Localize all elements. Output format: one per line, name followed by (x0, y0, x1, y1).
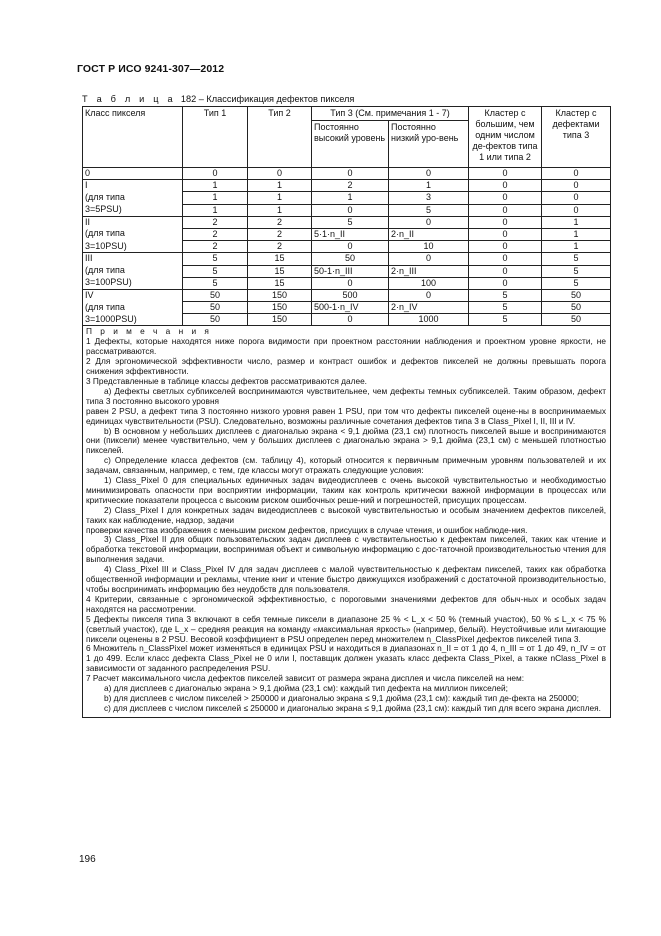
cell-type3-high: 500 (312, 289, 389, 301)
note-paragraph: 3) Class_Pixel II для общих пользовательских задач дисплеев с чувствительностью к дефектам пикселей, таких как чтение и обработка текстовой информации, воспринимая объект и символьную информацию с дос-таточной производительностью чтения для выполнения задачи. (86, 534, 607, 565)
table-row (83, 204, 611, 216)
cell-type3-low: 2·n_IV (389, 302, 469, 314)
header-pixel-class: Класс пикселя (83, 107, 183, 168)
page-number: 196 (79, 854, 96, 865)
cell-type3-low: 2·n_II (389, 228, 469, 240)
header-type3-low: Постоянно низкий уро-вень (389, 121, 469, 168)
note-paragraph: c) Определение класса дефектов (см. таблицу 4), который относится к первичным примечным уровням пользователей и их задачам, связанным, например, с тем, где классы могут отражать следующие условия: (86, 455, 607, 476)
note-paragraph: a) для дисплеев с диагональю экрана > 9,1 дюйма (23,1 см): каждый тип дефекта на миллион пикселей; (104, 683, 508, 694)
table-row (83, 302, 611, 314)
cell-cluster-type12: 0 (469, 216, 542, 228)
table-row (83, 168, 611, 180)
note-paragraph: b) В основном у небольших дисплеев с диагональю экрана < 9,1 дюйма (23,1 см) плотность пикселей выше и воспринимаются они (пиксели) менее чувствительно, чем у больших дисплеев с диагональю экрана > 9,1 дюйма (23,1 см) с меньшей плотностью пикселей. (86, 425, 607, 456)
note-paragraph: проверки качества изображения с меньшим риском дефектов, присущих в случае чтения, и ошибок наблюде-ния. (86, 524, 528, 535)
cell-cluster-type3: 0 (542, 168, 611, 180)
table-row (83, 314, 611, 326)
cell-pixel-class: (для типа (83, 265, 183, 277)
note-paragraph: равен 2 PSU, а дефект типа 3 постоянно низкого уровня равен 1 PSU, при том что дефекты пикселей оцене-ны в воспринимаемых единицах чувствительности (PSU). Следовательно, возможны различные сочетания дефектов типа 3 в Class_Pixel I, II, III и IV. (86, 405, 607, 426)
cell-type3-high: 50 (312, 253, 389, 265)
cell-type3-low: 5 (389, 204, 469, 216)
cell-pixel-class: 0 (83, 168, 183, 180)
note-paragraph: c) для дисплеев с числом пикселей ≤ 250000 и диагональю экрана ≤ 9,1 дюйма (23,1 см): каждый тип для всего экрана дисплея. (104, 702, 601, 713)
cell-type3-high: 0 (312, 204, 389, 216)
cell-type3-low: 0 (389, 289, 469, 301)
cell-cluster-type12: 0 (469, 168, 542, 180)
cell-pixel-class: II (83, 216, 183, 228)
pixel-defect-table (82, 106, 611, 718)
cell-type1: 2 (183, 216, 248, 228)
cell-type3-high: 5 (312, 216, 389, 228)
cell-cluster-type3: 50 (542, 314, 611, 326)
cell-type2: 150 (248, 314, 312, 326)
note-paragraph: a) Дефекты светлых субпикселей воспринимаются чувствительнее, чем дефекты темных субпикселей. Таким образом, дефект типа 3 постоянно высокого уровня (86, 385, 607, 406)
cell-type1: 5 (183, 265, 248, 277)
cell-type3-high: 0 (312, 168, 389, 180)
cell-type1: 0 (183, 168, 248, 180)
notes-title: П р и м е ч а н и я (86, 326, 212, 337)
cell-type3-high: 1 (312, 192, 389, 204)
cell-cluster-type3: 1 (542, 241, 611, 253)
header-cluster-type12: Кластер с большим, чем одним числом де-фектов типа 1 или типа 2 (469, 107, 542, 168)
cell-cluster-type12: 0 (469, 241, 542, 253)
cell-type2: 150 (248, 289, 312, 301)
cell-cluster-type3: 0 (542, 204, 611, 216)
cell-cluster-type12: 5 (469, 314, 542, 326)
cell-type1: 50 (183, 314, 248, 326)
note-paragraph: 1) Class_Pixel 0 для специальных единичных задач видеодисплеев с очень высокой чувствительностью и необходимостью минимизировать опасности при восприятии информации, таким как контроль критически важной информации в процессах или критические показатели процесса с высоким риском ошибочных реше-ний и погрешностей, присущих процессам. (86, 475, 607, 505)
cell-pixel-class: I (83, 180, 183, 192)
header-type3-high: Постоянно высокий уровень (312, 121, 389, 168)
note-paragraph: 2) Class_Pixel I для конкретных задач видеодисплеев с высокой чувствительностью и особым значением дефектов пикселей, таких как наблюдение, надзор, задачи (86, 504, 607, 525)
cell-cluster-type3: 5 (542, 277, 611, 289)
cell-type2: 15 (248, 265, 312, 277)
cell-type3-low: 100 (389, 277, 469, 289)
cell-pixel-class: 3=5PSU) (83, 204, 183, 216)
table-row (83, 228, 611, 240)
cell-type2: 1 (248, 204, 312, 216)
cell-pixel-class: IV (83, 289, 183, 301)
notes-cell (83, 326, 611, 717)
caption-prefix: Т а б л и ц а (82, 94, 176, 104)
cell-type3-low: 0 (389, 253, 469, 265)
cell-type1: 1 (183, 204, 248, 216)
cell-cluster-type3: 0 (542, 180, 611, 192)
cell-type1: 50 (183, 289, 248, 301)
note-paragraph: 3 Представленные в таблице классы дефектов рассматриваются далее. (86, 375, 367, 386)
cell-pixel-class: 3=1000PSU) (83, 314, 183, 326)
cell-type1: 50 (183, 302, 248, 314)
cell-type2: 150 (248, 302, 312, 314)
table-row (83, 253, 611, 265)
cell-cluster-type3: 0 (542, 192, 611, 204)
note-paragraph: 5 Дефекты пикселя типа 3 включают в себя темные пиксели в диапазоне 25 % < L_x < 50 % (темный участок), 50 % ≤ L_x < 75 % (светлый участок), где L_x – средняя реакция на команду «максимальная яркость» (например, белый). Неустойчивые или мигающие пиксели оценены в 2 PSU. Весовой коэффициент в PSU определен перед множителем n_ClassPixel дефектов пикселей типа 3. (86, 613, 607, 644)
cell-cluster-type3: 1 (542, 228, 611, 240)
cell-type2: 1 (248, 180, 312, 192)
cell-type3-low: 1000 (389, 314, 469, 326)
cell-type1: 1 (183, 180, 248, 192)
cell-type3-high: 5·1·n_II (312, 228, 389, 240)
cell-cluster-type12: 0 (469, 265, 542, 277)
cell-type1: 5 (183, 277, 248, 289)
cell-type2: 15 (248, 253, 312, 265)
cell-pixel-class: (для типа (83, 228, 183, 240)
cell-cluster-type3: 5 (542, 265, 611, 277)
cell-type2: 2 (248, 241, 312, 253)
table-row (83, 289, 611, 301)
header-type1: Тип 1 (183, 107, 248, 168)
cell-type3-high: 0 (312, 277, 389, 289)
cell-pixel-class: 3=10PSU) (83, 241, 183, 253)
cell-type3-high: 50-1·n_III (312, 265, 389, 277)
cell-cluster-type3: 50 (542, 302, 611, 314)
cell-cluster-type12: 5 (469, 302, 542, 314)
note-paragraph: 4) Class_Pixel III и Class_Pixel IV для задач дисплеев с малой чувствительностью к дефектам пикселей, таких как обработка общественной информации и рекламы, чтение книг и чтение быстро движущихся изображений с достаточной производительностью, чтобы воспринимать информацию без неудобств для пользователя. (86, 564, 607, 594)
caption-text: 182 – Классификация дефектов пикселя (180, 94, 355, 104)
table-row (83, 192, 611, 204)
cell-cluster-type12: 0 (469, 253, 542, 265)
note-paragraph: 6 Множитель n_ClassPixel может изменяться в единицах PSU и находиться в диапазонах n_II = от 1 до 4, n_III = от 1 до 49, n_IV = от 1 до 499. Если класс дефекта Class_Pixel не 0 или I, поставщик должен указать класс дефекта Class_Pixel, а также nClass_Pixel в зависимости от заданного распределения PSU. (86, 643, 607, 674)
cell-type1: 2 (183, 228, 248, 240)
cell-pixel-class: (для типа (83, 302, 183, 314)
document-header: ГОСТ Р ИСО 9241-307—2012 (77, 63, 225, 75)
header-cluster-type3: Кластер с дефектами типа 3 (542, 107, 611, 168)
note-paragraph: 2 Для эргономической эффективности число, размер и контраст ошибок и дефектов пикселей не должны превышать порога снижения эффективности. (86, 356, 607, 377)
header-type2: Тип 2 (248, 107, 312, 168)
cell-type3-high: 0 (312, 314, 389, 326)
cell-type3-low: 0 (389, 216, 469, 228)
cell-cluster-type12: 0 (469, 277, 542, 289)
cell-pixel-class: III (83, 253, 183, 265)
table-row (83, 265, 611, 277)
cell-cluster-type3: 5 (542, 253, 611, 265)
cell-cluster-type3: 1 (542, 216, 611, 228)
cell-type1: 5 (183, 253, 248, 265)
table-caption (82, 94, 354, 104)
cell-type2: 1 (248, 192, 312, 204)
cell-type1: 1 (183, 192, 248, 204)
cell-type3-low: 3 (389, 192, 469, 204)
table-row (83, 241, 611, 253)
cell-type3-low: 10 (389, 241, 469, 253)
table-row (83, 180, 611, 192)
cell-type2: 0 (248, 168, 312, 180)
note-paragraph: 7 Расчет максимального числа дефектов пикселей зависит от размера экрана дисплея и числа пикселей на нем: (86, 673, 525, 684)
note-paragraph: 4 Критерии, связанные с эргономической эффективностью, с пороговыми значениями дефектов для обыч-ных и особых задач находятся на рассмотрении. (86, 593, 607, 614)
cell-type3-high: 0 (312, 241, 389, 253)
header-type3: Тип 3 (См. примечания 1 - 7) (312, 107, 469, 121)
table-row (83, 277, 611, 289)
cell-type3-low: 2·n_III (389, 265, 469, 277)
cell-type1: 2 (183, 241, 248, 253)
note-paragraph: b) для дисплеев с числом пикселей > 250000 и диагональю экрана ≤ 9,1 дюйма (23,1 см): каждый тип де-фекта на 250000; (104, 692, 579, 703)
cell-cluster-type3: 50 (542, 289, 611, 301)
cell-cluster-type12: 0 (469, 192, 542, 204)
cell-type2: 15 (248, 277, 312, 289)
cell-type2: 2 (248, 228, 312, 240)
cell-type2: 2 (248, 216, 312, 228)
cell-cluster-type12: 0 (469, 180, 542, 192)
table-body (83, 168, 611, 326)
note-paragraph: 1 Дефекты, которые находятся ниже порога видимости при проектном расстоянии наблюдения и проектном уровне яркости, не рассматриваются. (86, 336, 607, 357)
cell-type3-low: 0 (389, 168, 469, 180)
table-row (83, 216, 611, 228)
cell-cluster-type12: 5 (469, 289, 542, 301)
cell-type3-high: 500-1·n_IV (312, 302, 389, 314)
cell-pixel-class: 3=100PSU) (83, 277, 183, 289)
cell-pixel-class: (для типа (83, 192, 183, 204)
cell-cluster-type12: 0 (469, 204, 542, 216)
cell-type3-low: 1 (389, 180, 469, 192)
cell-cluster-type12: 0 (469, 228, 542, 240)
cell-type3-high: 2 (312, 180, 389, 192)
